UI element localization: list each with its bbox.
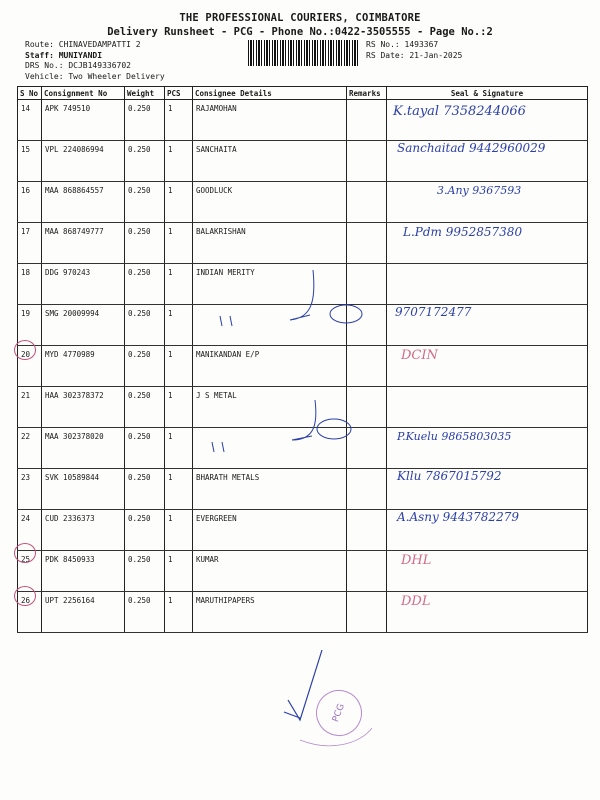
consignment-cell: SMG 20009994 <box>42 305 125 346</box>
weight-cell: 0.250 <box>125 305 165 346</box>
consignment-cell: CUD 2336373 <box>42 510 125 551</box>
signature-cell <box>387 182 588 223</box>
signature-cell <box>387 551 588 592</box>
table-row <box>18 551 588 592</box>
consignee-cell: SANCHAITA <box>193 141 347 182</box>
pcg-stamp: PCG <box>310 684 369 743</box>
weight-cell: 0.250 <box>125 592 165 633</box>
handwritten-signature: A.Asny 9443782279 <box>397 510 519 524</box>
pcs-cell: 1 <box>165 346 193 387</box>
consignee-cell: BALAKRISHAN <box>193 223 347 264</box>
runsheet-subtitle: Delivery Runsheet - PCG - Phone No.:0422-3505555 - Page No.:2 <box>107 26 493 38</box>
signature-cell <box>387 346 588 387</box>
table-row <box>18 510 588 551</box>
table-header <box>18 87 588 100</box>
staff: Staff: MUNIYANDI <box>25 50 103 60</box>
weight-cell: 0.250 <box>125 141 165 182</box>
table-row <box>18 223 588 264</box>
consignee-cell: INDIAN MERITY <box>193 264 347 305</box>
remarks-cell <box>347 428 387 469</box>
remarks-cell <box>347 592 387 633</box>
col-sno: S No <box>18 87 42 100</box>
signature-cell <box>387 223 588 264</box>
table-row <box>18 264 588 305</box>
remarks-cell <box>347 387 387 428</box>
consignee-cell <box>193 305 347 346</box>
sno-cell: 24 <box>18 510 42 551</box>
handwritten-signature: DHL <box>401 553 432 568</box>
rs-no: RS No.: 1493367 <box>366 40 439 49</box>
consignee-cell: KUMAR <box>193 551 347 592</box>
remarks-cell <box>347 346 387 387</box>
table-row <box>18 182 588 223</box>
pcs-cell: 1 <box>165 428 193 469</box>
consignment-cell: PDK 8450933 <box>42 551 125 592</box>
remarks-cell <box>347 223 387 264</box>
sno-cell: 21 <box>18 387 42 428</box>
col-consignee: Consignee Details <box>193 87 347 100</box>
table-row <box>18 387 588 428</box>
consignment-cell: DDG 970243 <box>42 264 125 305</box>
table-row <box>18 100 588 141</box>
sno-cell: 15 <box>18 141 42 182</box>
weight-cell: 0.250 <box>125 182 165 223</box>
table-row <box>18 141 588 182</box>
signature-cell <box>387 510 588 551</box>
weight-cell: 0.250 <box>125 264 165 305</box>
signature-cell <box>387 592 588 633</box>
remarks-cell <box>347 305 387 346</box>
consignment-cell: MAA 868749777 <box>42 223 125 264</box>
pcs-cell: 1 <box>165 592 193 633</box>
meta-right <box>366 40 462 61</box>
pcs-cell: 1 <box>165 510 193 551</box>
col-remarks: Remarks <box>347 87 387 100</box>
signature-cell <box>387 264 588 305</box>
remarks-cell <box>347 100 387 141</box>
sno-cell: 17 <box>18 223 42 264</box>
red-circle-mark <box>14 543 36 563</box>
route: Route: CHINAVEDAMPATTI 2 <box>25 40 141 49</box>
table-row <box>18 592 588 633</box>
vehicle: Vehicle: Two Wheeler Delivery <box>25 71 165 81</box>
sno-cell: 16 <box>18 182 42 223</box>
consignment-cell: MAA 868864557 <box>42 182 125 223</box>
handwritten-signature: P.Kuelu 9865803035 <box>397 430 512 443</box>
sno-cell: 18 <box>18 264 42 305</box>
consignee-cell: J S METAL <box>193 387 347 428</box>
table-row <box>18 346 588 387</box>
table-row <box>18 305 588 346</box>
consignee-cell: EVERGREEN <box>193 510 347 551</box>
consignee-cell <box>193 428 347 469</box>
weight-cell: 0.250 <box>125 428 165 469</box>
col-weight: Weight <box>125 87 165 100</box>
signature-cell <box>387 428 588 469</box>
consignee-cell: GOODLUCK <box>193 182 347 223</box>
remarks-cell <box>347 510 387 551</box>
handwritten-signature: K.tayal 7358244066 <box>393 104 526 119</box>
weight-cell: 0.250 <box>125 387 165 428</box>
col-pcs: PCS <box>165 87 193 100</box>
weight-cell: 0.250 <box>125 469 165 510</box>
handwritten-signature: DCIN <box>401 348 438 363</box>
consignment-cell: VPL 224086994 <box>42 141 125 182</box>
meta-left <box>25 40 165 82</box>
rs-date: RS Date: 21-Jan-2025 <box>366 50 463 60</box>
consignment-cell: HAA 302378372 <box>42 387 125 428</box>
drs-no: DRS No.: DCJB149336702 <box>25 61 131 70</box>
consignment-cell: MYD 4770989 <box>42 346 125 387</box>
weight-cell: 0.250 <box>125 510 165 551</box>
consignment-cell: MAA 302378020 <box>42 428 125 469</box>
sno-cell: 14 <box>18 100 42 141</box>
handwritten-signature: 9707172477 <box>395 305 472 319</box>
consignee-cell: RAJAMOHAN <box>193 100 347 141</box>
consignment-cell: UPT 2256164 <box>42 592 125 633</box>
remarks-cell <box>347 141 387 182</box>
barcode <box>248 40 358 66</box>
sno-cell: 19 <box>18 305 42 346</box>
sno-cell: 20 <box>18 346 42 387</box>
handwritten-signature: DDL <box>401 594 431 609</box>
handwritten-signature: Sanchaitad 9442960029 <box>397 141 546 155</box>
company-title: THE PROFESSIONAL COURIERS, COIMBATORE <box>179 12 421 24</box>
remarks-cell <box>347 264 387 305</box>
col-signature: Seal & Signature <box>387 87 588 100</box>
sno-cell: 25 <box>18 551 42 592</box>
consignment-cell: SVK 10589844 <box>42 469 125 510</box>
red-circle-mark <box>14 340 36 360</box>
table-row <box>18 469 588 510</box>
weight-cell: 0.250 <box>125 551 165 592</box>
consignee-cell: MARUTHIPAPERS <box>193 592 347 633</box>
signature-cell <box>387 100 588 141</box>
weight-cell: 0.250 <box>125 100 165 141</box>
pcs-cell: 1 <box>165 469 193 510</box>
pcs-cell: 1 <box>165 551 193 592</box>
weight-cell: 0.250 <box>125 223 165 264</box>
consignee-cell: BHARATH METALS <box>193 469 347 510</box>
col-consignment: Consignment No <box>42 87 125 100</box>
remarks-cell <box>347 469 387 510</box>
pcs-cell: 1 <box>165 182 193 223</box>
weight-cell: 0.250 <box>125 346 165 387</box>
signature-cell <box>387 469 588 510</box>
runsheet-table <box>17 86 588 633</box>
red-circle-mark <box>14 586 36 606</box>
pcs-cell: 1 <box>165 141 193 182</box>
table-row <box>18 428 588 469</box>
pcs-cell: 1 <box>165 387 193 428</box>
signature-cell <box>387 141 588 182</box>
handwritten-signature: L.Pdm 9952857380 <box>403 225 523 239</box>
pcs-cell: 1 <box>165 100 193 141</box>
handwritten-signature: Kllu 7867015792 <box>397 469 502 483</box>
pcs-cell: 1 <box>165 305 193 346</box>
remarks-cell <box>347 551 387 592</box>
sno-cell: 26 <box>18 592 42 633</box>
sno-cell: 22 <box>18 428 42 469</box>
sno-cell: 23 <box>18 469 42 510</box>
consignee-cell: MANIKANDAN E/P <box>193 346 347 387</box>
signature-cell <box>387 305 588 346</box>
pcs-cell: 1 <box>165 223 193 264</box>
remarks-cell <box>347 182 387 223</box>
pcs-cell: 1 <box>165 264 193 305</box>
signature-cell <box>387 387 588 428</box>
consignment-cell: APK 749510 <box>42 100 125 141</box>
handwritten-signature: 3.Any 9367593 <box>437 184 522 197</box>
